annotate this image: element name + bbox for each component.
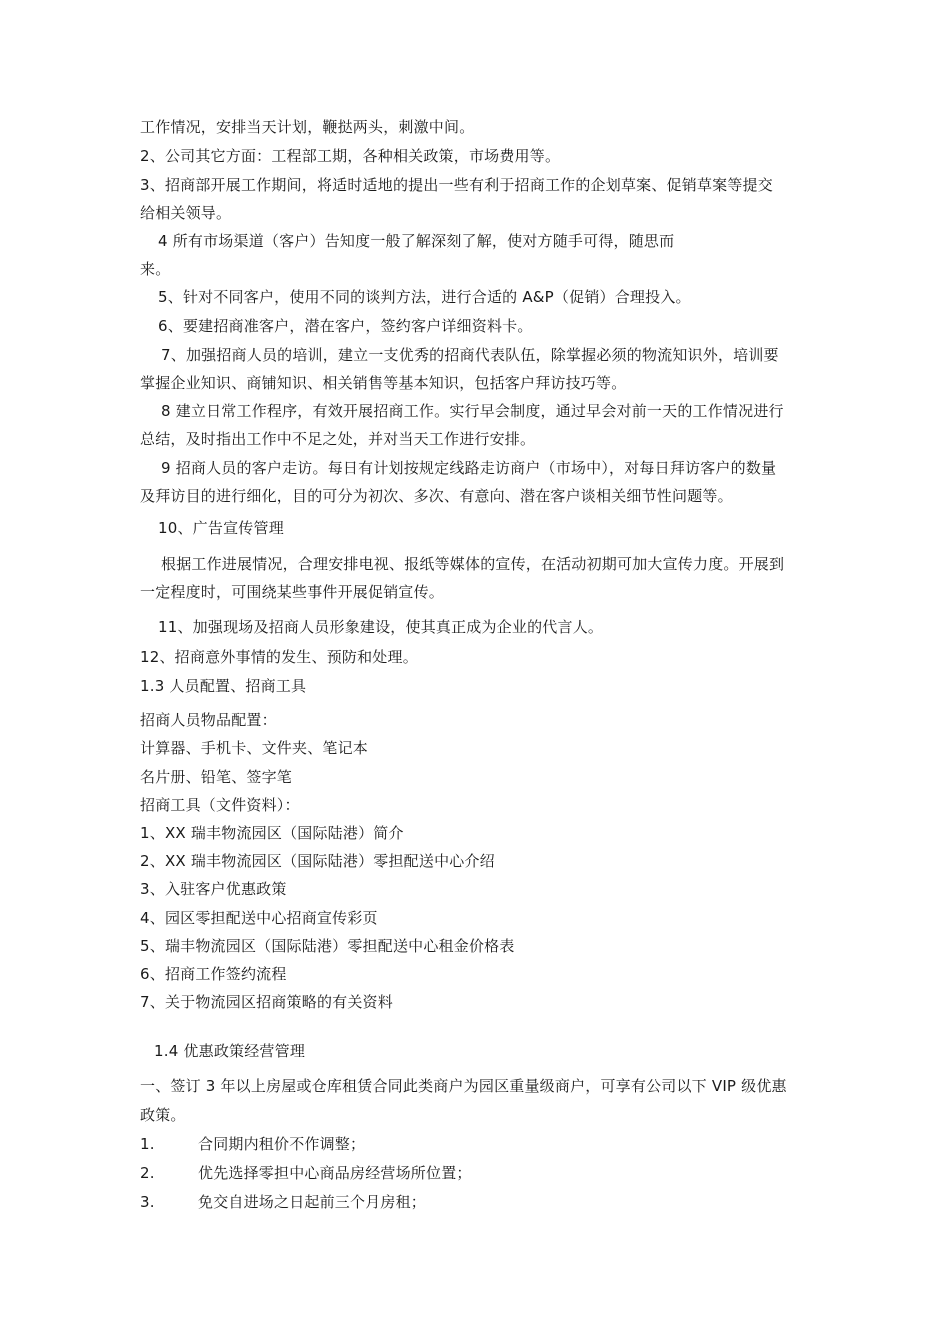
item-number: 3. bbox=[140, 1193, 155, 1211]
item-text: 免交自进场之日起前三个月房租； bbox=[198, 1193, 427, 1211]
text-line: 9 招商人员的客户走访。每日有计划按规定线路走访商户（市场中），对每日拜访客户的数量 bbox=[161, 459, 777, 477]
section-heading: 1.4 优惠政策经营管理 bbox=[154, 1042, 306, 1060]
item-text: 合同期内租价不作调整； bbox=[198, 1135, 366, 1153]
text-line: 来。 bbox=[140, 260, 171, 278]
list-item: 7、关于物流园区招商策略的有关资料 bbox=[140, 993, 393, 1011]
text-line: 政策。 bbox=[140, 1106, 186, 1124]
text-line: 8 建立日常工作程序，有效开展招商工作。实行早会制度，通过早会对前一天的工作情况进行 bbox=[161, 402, 784, 420]
text-line: 一定程度时，可围绕某些事件开展促销宣传。 bbox=[140, 583, 445, 601]
list-item: 1、XX 瑞丰物流园区（国际陆港）简介 bbox=[140, 824, 404, 842]
text-line: 11、加强现场及招商人员形象建设，使其真正成为企业的代言人。 bbox=[158, 618, 604, 636]
list-item: 5、瑞丰物流园区（国际陆港）零担配送中心租金价格表 bbox=[140, 937, 515, 955]
item-number: 2. bbox=[140, 1164, 155, 1182]
numbered-item bbox=[140, 1134, 365, 1154]
list-item: 3、入驻客户优惠政策 bbox=[140, 880, 287, 898]
text-line: 4 所有市场渠道（客户）告知度一般了解深刻了解，使对方随手可得，随思而 bbox=[158, 232, 675, 250]
text-line: 6、要建招商准客户，潜在客户，签约客户详细资料卡。 bbox=[158, 317, 533, 335]
text-line: 招商人员物品配置： bbox=[140, 711, 277, 729]
text-line: 一、签订 3 年以上房屋或仓库租赁合同此类商户为园区重量级商户，可享有公司以下 VIP 级优惠 bbox=[140, 1077, 787, 1095]
text-line: 计算器、手机卡、文件夹、笔记本 bbox=[140, 739, 369, 757]
section-heading: 1.3 人员配置、招商工具 bbox=[140, 677, 307, 695]
text-line: 招商工具（文件资料）： bbox=[140, 796, 300, 814]
list-item: 4、园区零担配送中心招商宣传彩页 bbox=[140, 909, 378, 927]
numbered-item bbox=[140, 1192, 426, 1212]
text-line: 总结，及时指出工作中不足之处，并对当天工作进行安排。 bbox=[140, 430, 536, 448]
text-line: 3、招商部开展工作期间，将适时适地的提出一些有利于招商工作的企划草案、促销草案等提交 bbox=[140, 176, 773, 194]
list-item: 6、招商工作签约流程 bbox=[140, 965, 287, 983]
item-number: 1. bbox=[140, 1135, 155, 1153]
item-text: 优先选择零担中心商品房经营场所位置； bbox=[198, 1164, 472, 1182]
list-item: 2、XX 瑞丰物流园区（国际陆港）零担配送中心介绍 bbox=[140, 852, 495, 870]
text-line: 2、公司其它方面：工程部工期，各种相关政策，市场费用等。 bbox=[140, 147, 561, 165]
text-line: 名片册、铅笔、签字笔 bbox=[140, 768, 293, 786]
text-line: 根据工作进展情况，合理安排电视、报纸等媒体的宣传，在活动初期可加大宣传力度。开展到 bbox=[161, 555, 785, 573]
section-heading: 10、广告宣传管理 bbox=[158, 519, 284, 537]
text-line: 及拜访目的进行细化，目的可分为初次、多次、有意向、潜在客户谈相关细节性问题等。 bbox=[140, 487, 733, 505]
numbered-item bbox=[140, 1163, 472, 1183]
text-line: 给相关领导。 bbox=[140, 204, 232, 222]
text-line: 掌握企业知识、商铺知识、相关销售等基本知识，包括客户拜访技巧等。 bbox=[140, 374, 627, 392]
text-line: 12、招商意外事情的发生、预防和处理。 bbox=[140, 648, 418, 666]
text-line: 7、加强招商人员的培训，建立一支优秀的招商代表队伍，除掌握必须的物流知识外，培训要 bbox=[161, 346, 779, 364]
text-line: 工作情况，安排当天计划，鞭挞两头，刺激中间。 bbox=[140, 118, 475, 136]
text-line: 5、针对不同客户，使用不同的谈判方法，进行合适的 A&P（促销）合理投入。 bbox=[158, 288, 691, 306]
